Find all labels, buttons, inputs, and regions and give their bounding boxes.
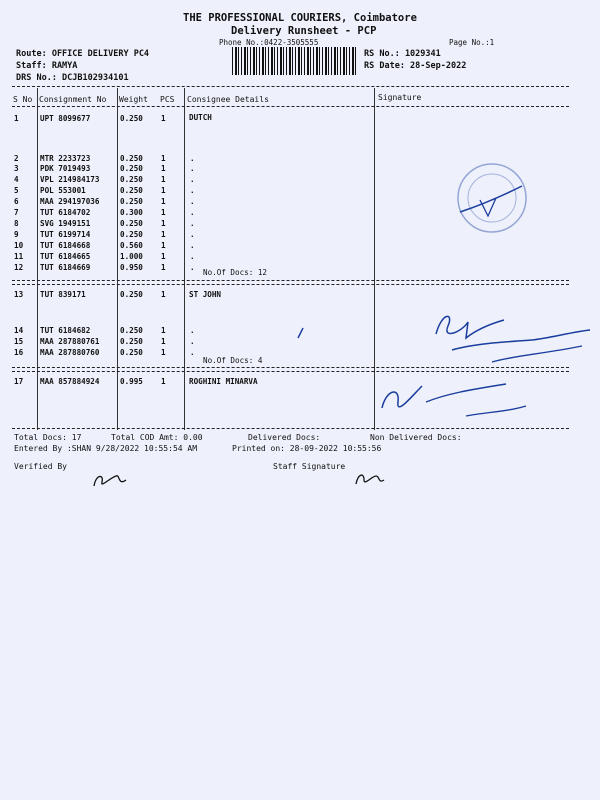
column-line	[117, 88, 118, 430]
s-no: 2	[14, 154, 19, 163]
consignee-detail: .	[190, 252, 195, 261]
consignee-detail: .	[190, 337, 195, 346]
s-no: 17	[14, 377, 24, 386]
consignee-name: ROGHINI MINARVA	[189, 377, 258, 386]
consignee-detail: .	[190, 154, 195, 163]
divider	[12, 428, 569, 429]
consignment-no: TUT 839171	[40, 290, 86, 299]
column-header: Consignment No	[39, 95, 107, 104]
pcs: 1	[161, 219, 166, 228]
consignee-detail: .	[190, 263, 195, 272]
s-no: 16	[14, 348, 24, 357]
column-line	[37, 88, 38, 430]
pcs: 1	[161, 263, 166, 272]
pcs: 1	[161, 230, 166, 239]
s-no: 12	[14, 263, 24, 272]
s-no: 11	[14, 252, 24, 261]
weight: 0.300	[120, 208, 143, 217]
consignment-no: TUT 6199714	[40, 230, 91, 239]
pcs: 1	[161, 197, 166, 206]
s-no: 13	[14, 290, 24, 299]
consignee-detail: .	[190, 197, 195, 206]
consignment-no: POL 553001	[40, 186, 86, 195]
pcs: 1	[161, 154, 166, 163]
route: Route: OFFICE DELIVERY PC4	[16, 49, 150, 59]
weight: 0.250	[120, 154, 143, 163]
weight: 0.250	[120, 348, 143, 357]
weight: 1.000	[120, 252, 143, 261]
consignee-detail: .	[190, 241, 195, 250]
s-no: 10	[14, 241, 24, 250]
weight: 0.250	[120, 186, 143, 195]
signature-roghini	[376, 372, 536, 424]
consignment-no: TUT 6184669	[40, 263, 91, 272]
pcs: 1	[161, 114, 166, 123]
consignment-no: MAA 294197036	[40, 197, 100, 206]
s-no: 5	[14, 186, 19, 195]
s-no: 8	[14, 219, 19, 228]
consignee-detail: .	[190, 230, 195, 239]
staff-initials	[352, 468, 386, 488]
consignee-detail: .	[190, 208, 195, 217]
total-cod-amount: Total COD Amt: 0.00	[111, 433, 203, 442]
consignment-no: UPT 8099677	[40, 114, 91, 123]
s-no: 14	[14, 326, 24, 335]
page-number: Page No.:1	[449, 38, 495, 47]
consignment-no: MAA 287880760	[40, 348, 100, 357]
company-name: THE PROFESSIONAL COURIERS, Coimbatore	[183, 12, 417, 24]
verified-by: Verified By	[14, 462, 67, 471]
consignment-no: SVG 1949151	[40, 219, 91, 228]
delivered-docs: Delivered Docs:	[248, 433, 321, 442]
staff: Staff: RAMYA	[16, 61, 78, 71]
pcs: 1	[161, 290, 166, 299]
docs-count: No.Of Docs: 4	[203, 356, 263, 365]
divider	[12, 367, 569, 368]
s-no: 7	[14, 208, 19, 217]
consignee-detail: .	[190, 348, 195, 357]
pcs: 1	[161, 377, 166, 386]
pcs: 1	[161, 326, 166, 335]
pcs: 1	[161, 348, 166, 357]
column-header: Consignee Details	[187, 95, 269, 104]
s-no: 6	[14, 197, 19, 206]
consignment-no: MAA 287880761	[40, 337, 100, 346]
consignee-name: ST JOHN	[189, 290, 222, 299]
consignee-detail: .	[190, 186, 195, 195]
document-title: Delivery Runsheet - PCP	[231, 25, 377, 37]
entered-by: Entered By :SHAN 9/28/2022 10:55:54 AM	[14, 444, 198, 453]
s-no: 9	[14, 230, 19, 239]
rs-number: RS No.: 1029341	[364, 49, 441, 59]
s-no: 3	[14, 164, 19, 173]
barcode	[232, 47, 356, 75]
phone-number: Phone No.:0422-3505555	[219, 38, 319, 47]
divider	[12, 106, 569, 107]
column-header: S No	[13, 95, 33, 104]
weight: 0.995	[120, 377, 143, 386]
delivery-stamp	[450, 160, 534, 236]
consignment-no: MTR 2233723	[40, 154, 91, 163]
weight: 0.250	[120, 175, 143, 184]
s-no: 4	[14, 175, 19, 184]
consignment-no: VPL 214984173	[40, 175, 100, 184]
consignment-no: TUT 6184668	[40, 241, 91, 250]
s-no: 15	[14, 337, 24, 346]
signature-st-john	[432, 304, 592, 366]
weight: 0.250	[120, 197, 143, 206]
printed-on: Printed on: 28-09-2022 10:55:56	[232, 444, 382, 453]
verifier-initials	[90, 470, 134, 490]
consignment-no: TUT 6184665	[40, 252, 91, 261]
rs-date: RS Date: 28-Sep-2022	[364, 61, 467, 71]
pcs: 1	[161, 164, 166, 173]
pcs: 1	[161, 208, 166, 217]
pcs: 1	[161, 252, 166, 261]
total-docs: Total Docs: 17	[14, 433, 82, 442]
consignee-detail: .	[190, 219, 195, 228]
drs-number: DRS No.: DCJB102934101	[16, 73, 129, 83]
consignee-name: DUTCH	[189, 113, 212, 122]
non-delivered-docs: Non Delivered Docs:	[370, 433, 462, 442]
column-line	[374, 88, 375, 430]
divider	[12, 86, 569, 87]
pen-mark	[296, 326, 306, 340]
consignee-detail: .	[190, 326, 195, 335]
weight: 0.250	[120, 219, 143, 228]
weight: 0.250	[120, 326, 143, 335]
weight: 0.250	[120, 337, 143, 346]
consignment-no: MAA 857884924	[40, 377, 100, 386]
docs-count: No.Of Docs: 12	[203, 268, 268, 277]
s-no: 1	[14, 114, 19, 123]
column-header: Weight	[119, 95, 148, 104]
consignment-no: TUT 6184702	[40, 208, 91, 217]
pcs: 1	[161, 186, 166, 195]
consignee-detail: .	[190, 175, 195, 184]
weight: 0.950	[120, 263, 143, 272]
divider	[12, 284, 569, 285]
pcs: 1	[161, 241, 166, 250]
weight: 0.250	[120, 290, 143, 299]
pcs: 1	[161, 337, 166, 346]
column-header: PCS	[160, 95, 175, 104]
column-line	[184, 88, 185, 430]
staff-signature-label: Staff Signature	[273, 462, 346, 471]
weight: 0.250	[120, 114, 143, 123]
column-header: Signature	[378, 93, 422, 102]
weight: 0.560	[120, 241, 143, 250]
weight: 0.250	[120, 164, 143, 173]
weight: 0.250	[120, 230, 143, 239]
consignment-no: PDK 7019493	[40, 164, 91, 173]
consignment-no: TUT 6184682	[40, 326, 91, 335]
divider	[12, 280, 569, 281]
consignee-detail: .	[190, 164, 195, 173]
pcs: 1	[161, 175, 166, 184]
